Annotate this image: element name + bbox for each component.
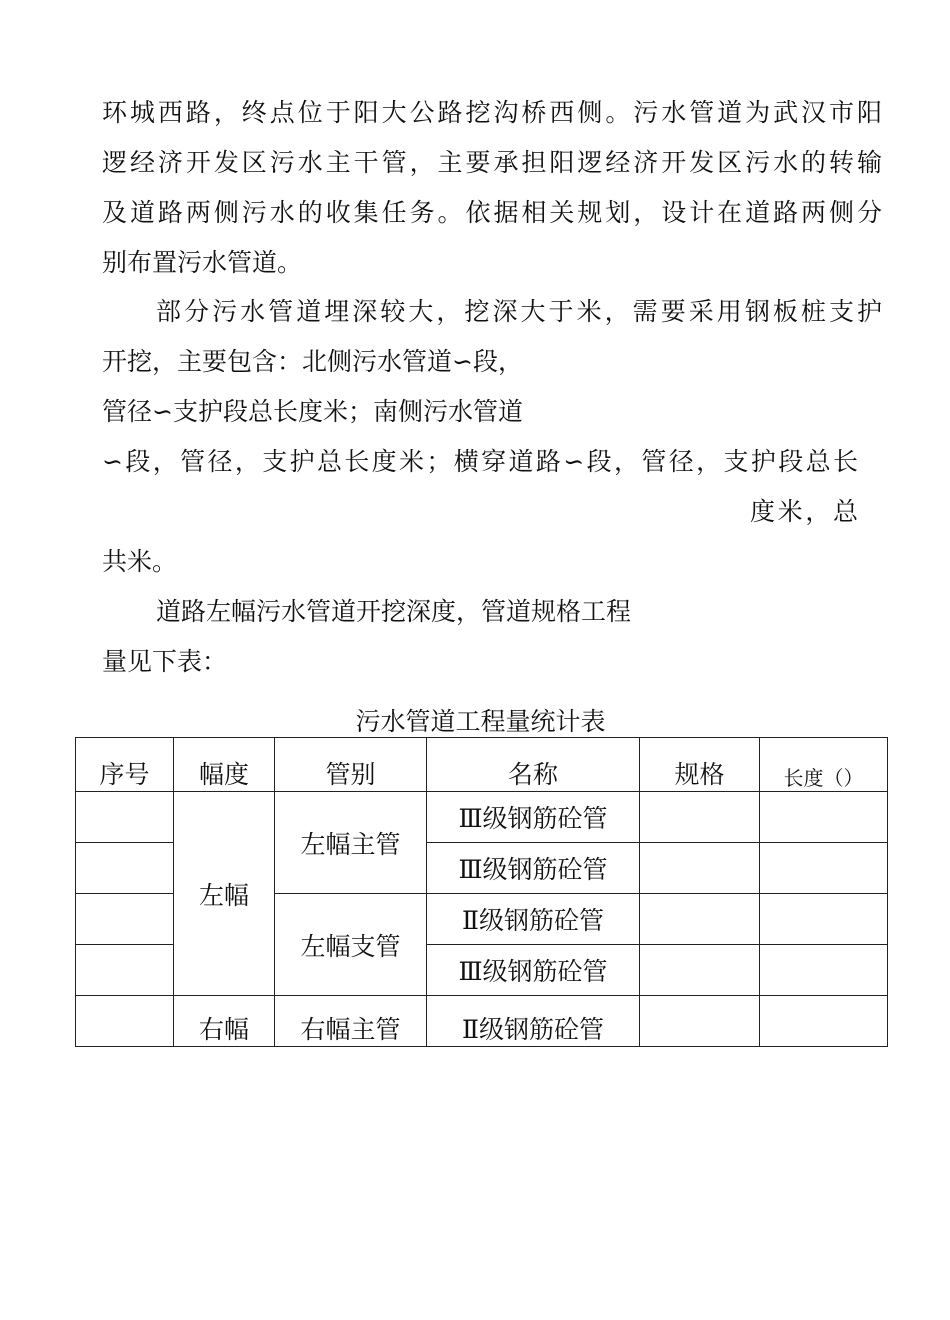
name-cell: Ⅱ级钢筋砼管: [427, 996, 640, 1047]
table-row: [76, 792, 888, 843]
paragraph-line: 道路左幅污水管道开挖深度，管道规格工程: [156, 597, 632, 626]
header-pipe-type: 管别: [275, 738, 427, 792]
index-cell: [76, 945, 174, 996]
spec-cell: [640, 843, 760, 894]
side-cell-right: 右幅: [174, 996, 275, 1047]
spec-cell: [640, 792, 760, 843]
length-cell: [760, 843, 888, 894]
paragraph-line: 度米，总: [750, 497, 858, 526]
paragraph-line: 量见下表：: [102, 647, 228, 676]
paragraph-line: ∽段，管径，支护总长度米；横穿道路∽段，管径，支护段总长: [102, 447, 858, 476]
index-cell: [76, 843, 174, 894]
paragraph-line: 开挖，主要包含：北侧污水管道∽段，: [102, 347, 523, 376]
name-cell: Ⅲ级钢筋砼管: [427, 843, 640, 894]
paragraph-line: 别布置污水管道。: [102, 248, 303, 277]
length-cell: [760, 996, 888, 1047]
header-spec: 规格: [640, 738, 760, 792]
pipe-type-cell: 左幅支管: [275, 894, 427, 996]
length-cell: [760, 894, 888, 945]
length-cell: [760, 792, 888, 843]
header-side: 幅度: [174, 738, 275, 792]
side-cell-left: 左幅: [174, 792, 275, 996]
pipe-type-cell: 左幅主管: [275, 792, 427, 894]
paragraph-line: 及道路两侧污水的收集任务。依据相关规划，设计在道路两侧分: [102, 198, 882, 227]
paragraph-line: 环城西路，终点位于阳大公路挖沟桥西侧。污水管道为武汉市阳: [102, 98, 882, 127]
header-name: 名称: [427, 738, 640, 792]
table-header-row: [76, 738, 888, 792]
quantity-table: [75, 737, 888, 1047]
index-cell: [76, 894, 174, 945]
name-cell: Ⅲ级钢筋砼管: [427, 945, 640, 996]
paragraph-line: 管径∽支护段总长度米；南侧污水管道: [102, 397, 523, 426]
table-title: 污水管道工程量统计表: [355, 707, 606, 736]
index-cell: [76, 792, 174, 843]
paragraph-line: 部分污水管道埋深较大，挖深大于米，需要采用钢板桩支护: [156, 297, 882, 326]
header-index: 序号: [76, 738, 174, 792]
name-cell: Ⅲ级钢筋砼管: [427, 792, 640, 843]
length-cell: [760, 945, 888, 996]
paragraph-line: 逻经济开发区污水主干管，主要承担阳逻经济开发区污水的转输: [102, 148, 882, 177]
name-cell: Ⅱ级钢筋砼管: [427, 894, 640, 945]
pipe-type-cell: 右幅主管: [275, 996, 427, 1047]
spec-cell: [640, 894, 760, 945]
index-cell: [76, 996, 174, 1047]
spec-cell: [640, 945, 760, 996]
paragraph-line: 共米。: [102, 547, 178, 576]
table-row: [76, 996, 888, 1047]
header-length: 长度（）: [760, 738, 888, 792]
spec-cell: [640, 996, 760, 1047]
